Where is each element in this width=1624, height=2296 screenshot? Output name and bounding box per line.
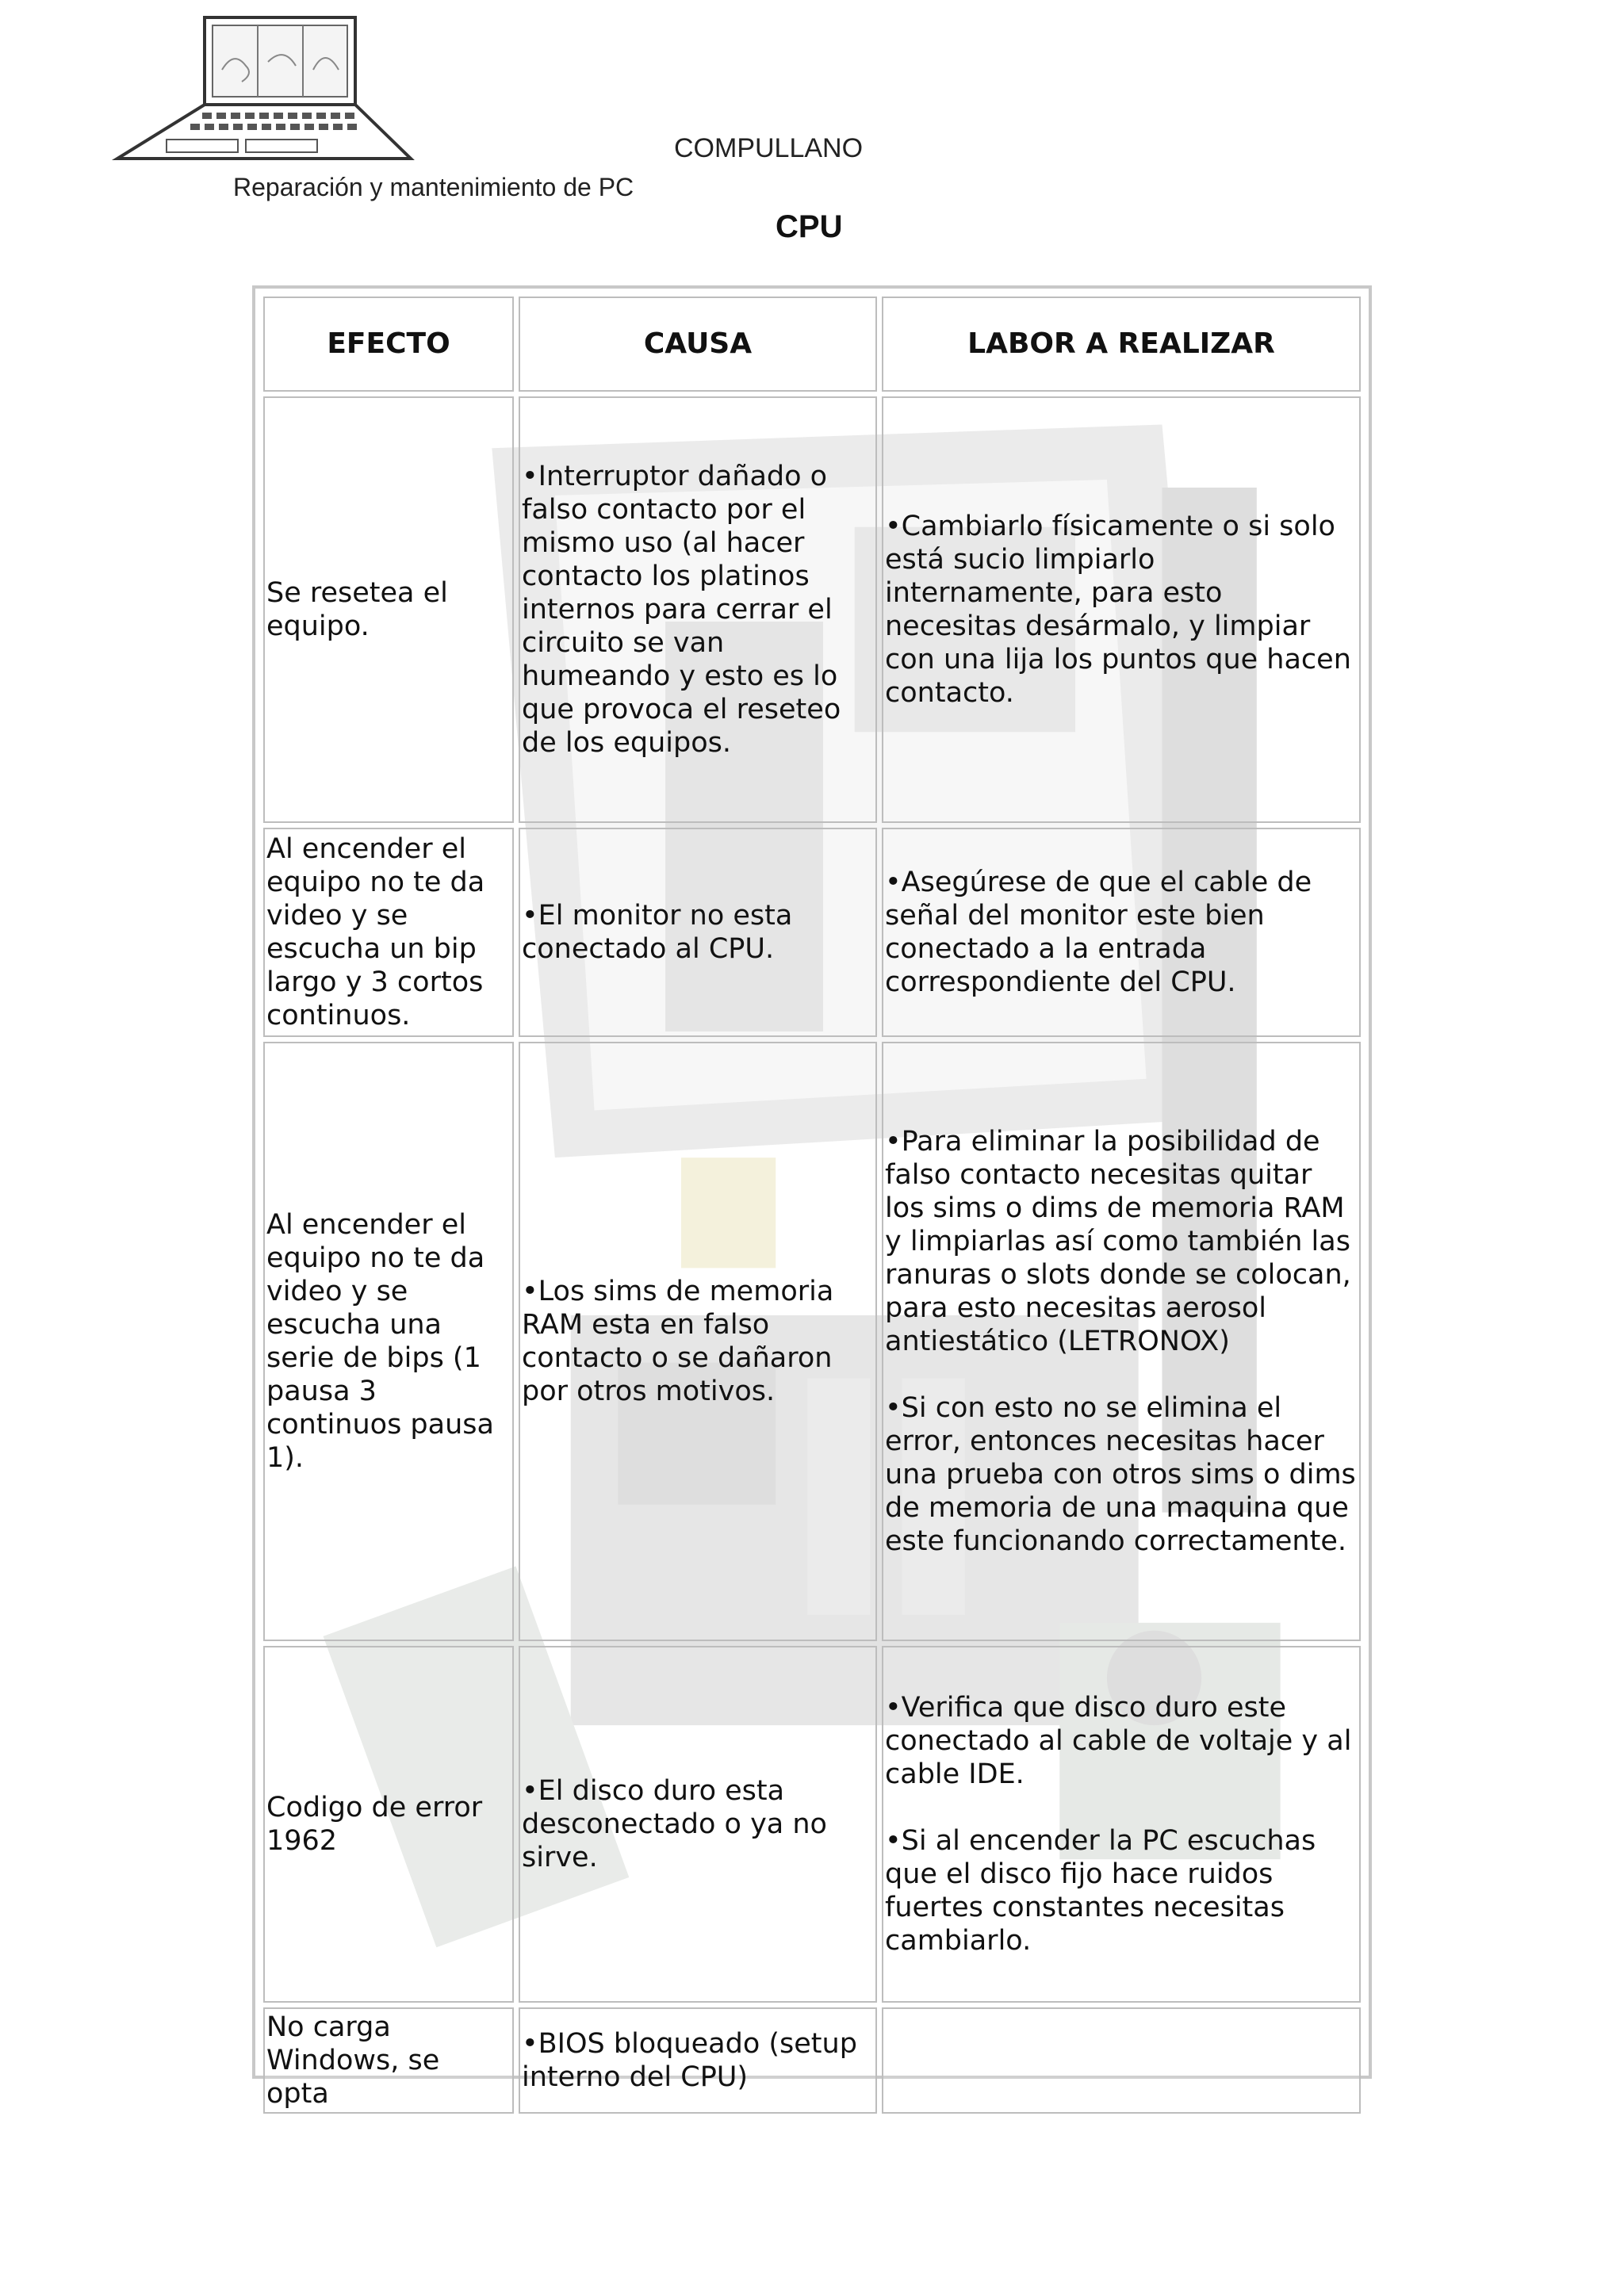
efecto-cell: Al encender el equipo no te da video y se escucha una serie de bips (1 pausa 3 continuos pausa 1). (263, 1042, 514, 1641)
table-row (263, 396, 1361, 823)
paragraph-spacer (885, 1358, 1358, 1391)
labor-cell (882, 1646, 1361, 2003)
efecto-cell: Codigo de error 1962 (263, 1646, 514, 2003)
labor-cell (882, 2007, 1361, 2114)
labor-cell (882, 1042, 1361, 1641)
laptop-logo-icon (111, 14, 460, 165)
page-subtitle: Reparación y mantenimiento de PC (233, 173, 634, 201)
table-header-row (263, 297, 1361, 392)
efecto-cell: Al encender el equipo no te da video y se escucha un bip largo y 3 cortos continuos. (263, 828, 514, 1037)
labor-paragraph: •Cambiarlo físicamente o si solo está sucio limpiarlo internamente, para esto necesitas desármalo, y limpiar con una lija los puntos que hacen contacto. (885, 511, 1351, 709)
efecto-cell: Se resetea el equipo. (263, 396, 514, 823)
labor-cell (882, 828, 1361, 1037)
labor-paragraph: •Si al encender la PC escuchas que el disco fijo hace ruidos fuertes constantes necesitas cambiarlo. (885, 1825, 1316, 1957)
table-row (263, 828, 1361, 1037)
column-header-causa: CAUSA (519, 297, 877, 392)
labor-paragraph: •Verifica que disco duro este conectado al cable de voltaje y al cable IDE. (885, 1692, 1352, 1790)
labor-cell (882, 396, 1361, 823)
table-row (263, 1646, 1361, 2003)
troubleshooting-table (259, 292, 1365, 2118)
causa-cell: •El disco duro esta desconectado o ya no sirve. (519, 1646, 877, 2003)
column-header-efecto: EFECTO (263, 297, 514, 392)
paragraph-spacer (885, 1791, 1358, 1824)
table-row (263, 2007, 1361, 2114)
labor-paragraph: •Asegúrese de que el cable de señal del monitor este bien conectado a la entrada correspondiente del CPU. (885, 867, 1312, 998)
causa-cell: •BIOS bloqueado (setup interno del CPU) (519, 2007, 877, 2114)
efecto-cell: No carga Windows, se opta (263, 2007, 514, 2114)
troubleshooting-table-frame (252, 285, 1372, 2110)
causa-cell: •Los sims de memoria RAM esta en falso contacto o se dañaron por otros motivos. (519, 1042, 877, 1641)
page-title: CPU (776, 209, 843, 244)
labor-paragraph: •Si con esto no se elimina el error, entonces necesitas hacer una prueba con otros sims o dims de memoria de una maquina que este funcionando correctamente. (885, 1392, 1356, 1557)
brand-name: COMPULLANO (674, 133, 864, 163)
table-row (263, 1042, 1361, 1641)
column-header-labor: LABOR A REALIZAR (882, 297, 1361, 392)
causa-cell: •Interruptor dañado o falso contacto por el mismo uso (al hacer contacto los platinos internos para cerrar el circuito se van humeando y esto es lo que provoca el reseteo de los equipos. (519, 396, 877, 823)
labor-paragraph: •Para eliminar la posibilidad de falso contacto necesitas quitar los sims o dims de memoria RAM y limpiarlas así como también las ranuras o slots donde se colocan, para esto necesitas aerosol antiestático (LETRONOX) (885, 1126, 1351, 1357)
causa-cell: •El monitor no esta conectado al CPU. (519, 828, 877, 1037)
